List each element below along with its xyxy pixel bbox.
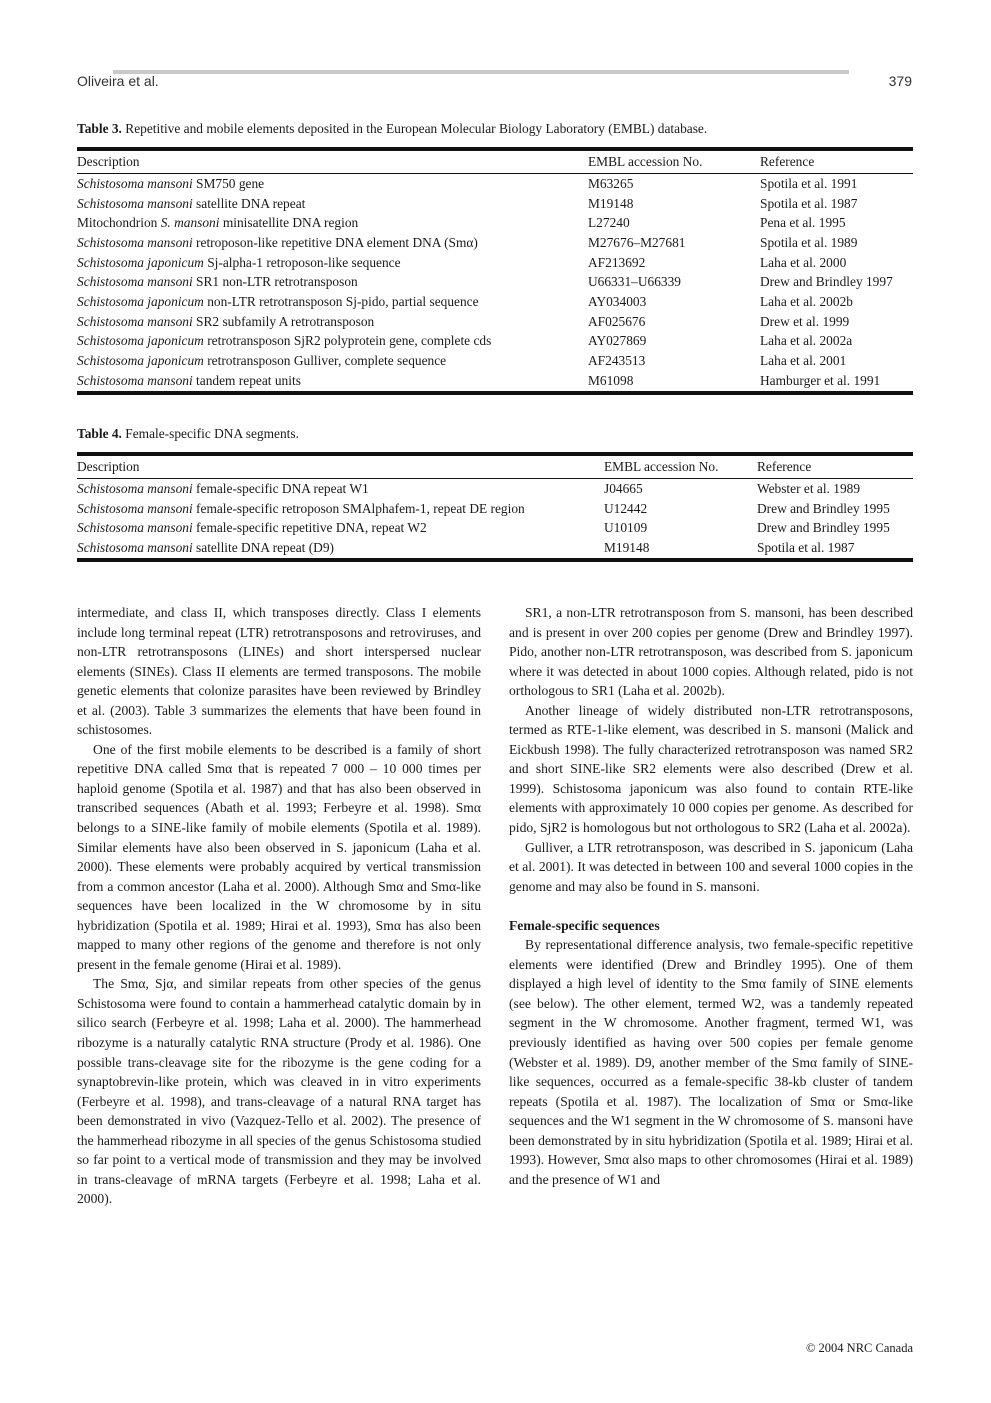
- description-text: SR1 non-LTR retrotransposon: [196, 274, 358, 290]
- table4-header-row: [77, 454, 913, 479]
- species-name: Schistosoma mansoni: [77, 234, 193, 250]
- cell-description: [77, 253, 588, 273]
- copyright-footer: © 2004 NRC Canada: [805, 1341, 913, 1355]
- cell-accession: AF243513: [588, 353, 646, 369]
- table3-label: Table 3.: [77, 121, 122, 136]
- cell-reference: Drew and Brindley 1995: [757, 520, 890, 536]
- section-spacer: [509, 896, 913, 916]
- species-name: Schistosoma japonicum: [77, 353, 204, 369]
- cell-accession: J04665: [604, 480, 643, 496]
- cell-reference: Laha et al. 2000: [760, 254, 847, 270]
- table-row: [77, 312, 913, 332]
- description-text: minisatellite DNA region: [222, 215, 359, 231]
- cell-reference: Hamburger et al. 1991: [760, 371, 913, 393]
- species-name: Schistosoma mansoni: [77, 500, 193, 516]
- cell-reference: Laha et al. 2002b: [760, 293, 853, 309]
- page-number: 379: [888, 73, 912, 89]
- cell-reference: Spotila et al. 1991: [760, 175, 858, 191]
- cell-accession: AY034003: [588, 293, 647, 309]
- cell-description: [77, 499, 604, 519]
- description-text: SR2 subfamily A retrotransposon: [196, 313, 375, 329]
- table-row: [77, 518, 913, 538]
- left-paragraph-1: intermediate, and class II, which transposes directly. Class I elements include long terminal repeat (LTR) retrotransposons and retroviruses, and non-LTR retrotransposons (LINEs) and short interspersed nuclear elements (SINEs). Class II elements are termed transposons. The mobile genetic elements that colonize parasites have been reviewed by Brindley et al. (2003). Table 3 summarizes the elements that have been found in schistosomes.: [77, 605, 481, 738]
- left-paragraph-2: One of the first mobile elements to be described is a family of short repetitive DNA called Smα that is repeated 7 000 – 10 000 times per haploid genome (Spotila et al. 1987) and that has also been observed in transcribed sequences (Abath et al. 1993; Ferbeyre et al. 1998). Smα belongs to a SINE-like family of mobile elements (Spotila et al. 1989). Similar elements have also been observed in S. japonicum (Laha et al. 2000). These elements were probably acquired by vertical transmission from a common ancestor (Laha et al. 2000). Although Smα and Smα-like sequences have been localized in the W chromosome by in situ hybridization (Spotila et al. 1989; Hirai et al. 1993), Smα has also been mapped to many other regions of the genome and therefore is not only present in the female genome (Hirai et al. 1989).: [77, 741, 481, 972]
- cell-reference: Spotila et al. 1989: [760, 234, 858, 250]
- cell-reference: Spotila et al. 1987: [757, 538, 913, 560]
- description-text: satellite DNA repeat (D9): [196, 540, 334, 556]
- top-rule: [113, 70, 849, 74]
- cell-description: [77, 371, 588, 393]
- cell-accession: AY027869: [588, 333, 647, 349]
- table-row: [77, 371, 913, 393]
- cell-reference: Drew and Brindley 1997: [760, 274, 893, 290]
- description-text: female-specific DNA repeat W1: [196, 480, 369, 496]
- table4-header-reference: Reference: [757, 454, 913, 479]
- table3-header-reference: Reference: [760, 149, 913, 174]
- description-text: Sj-alpha-1 retroposon-like sequence: [207, 254, 401, 270]
- species-name: Schistosoma japonicum: [77, 254, 204, 270]
- species-name: Schistosoma mansoni: [77, 540, 193, 556]
- cell-accession: M63265: [588, 175, 634, 191]
- table-row: [77, 233, 913, 253]
- description-text: retroposon-like repetitive DNA element DNA (Smα): [196, 234, 478, 250]
- cell-accession: AF213692: [588, 254, 646, 270]
- running-head-author: Oliveira et al.: [77, 73, 159, 89]
- table3: [77, 147, 913, 395]
- cell-description: [77, 538, 604, 560]
- cell-accession: M27676–M27681: [588, 234, 686, 250]
- species-name: Schistosoma mansoni: [77, 195, 193, 211]
- table3-caption-text: Repetitive and mobile elements deposited in the European Molecular Biology Laboratory (EMBL) database.: [125, 121, 708, 136]
- table-row: [77, 174, 913, 194]
- left-paragraph-3: The Smα, Sjα, and similar repeats from other species of the genus Schistosoma were found to contain a hammerhead catalytic domain by in silico search (Ferbeyre et al. 1998; Laha et al. 2000). The hammerhead ribozyme is a naturally catalytic RNA structure (Prody et al. 1986). One possible trans-cleavage site for the ribozyme is the gene coding for a synaptobrevin-like protein, which was cleaved in in vitro experiments (Ferbeyre et al. 1998), and trans-cleavage of a natural RNA target has been demonstrated in vivo (Vazquez-Tello et al. 2002). The presence of the hammerhead ribozyme in all species of the genus Schistosoma studied so far point to a vertical mode of transmission and they may be involved in trans-cleavage of mRNA targets (Ferbeyre et al. 1998; Laha et al. 2000).: [77, 976, 481, 1207]
- cell-reference: Laha et al. 2002a: [760, 333, 853, 349]
- cell-description: [77, 518, 604, 538]
- description-text: retrotransposon Gulliver, complete sequence: [207, 353, 447, 369]
- cell-accession: L27240: [588, 215, 630, 231]
- cell-description: [77, 194, 588, 214]
- table4-caption: [77, 426, 299, 442]
- description-text: female-specific retroposon SMAlphafem-1, repeat DE region: [196, 500, 525, 516]
- cell-description: [77, 332, 588, 352]
- cell-description: [77, 292, 588, 312]
- species-name: S. mansoni: [160, 215, 220, 231]
- cell-reference: Spotila et al. 1987: [760, 195, 858, 211]
- cell-description: [77, 233, 588, 253]
- cell-reference: Webster et al. 1989: [757, 480, 861, 496]
- table-row: [77, 292, 913, 312]
- right-paragraph-2: Another lineage of widely distributed non-LTR retrotransposons, termed as RTE-1-like element, was described in S. mansoni (Malick and Eickbush 1998). The fully characterized retrotransposon was named SR2 and short SINE-like SR2 elements were also described (Drew et al. 1999). Schistosoma japonicum was also found to contain RTE-like elements with approximately 10 000 copies per genome. As described for pido, SjR2 is homologous but not orthologous to SR2 (Laha et al. 2002a).: [509, 702, 913, 836]
- table3-header-description: Description: [77, 149, 588, 174]
- table-row: [77, 499, 913, 519]
- table3-caption: [77, 121, 707, 137]
- cell-description: [77, 213, 588, 233]
- cell-accession: M19148: [588, 195, 634, 211]
- table-row: [77, 332, 913, 352]
- cell-description: [77, 312, 588, 332]
- cell-accession: U10109: [604, 520, 648, 536]
- cell-accession: AF025676: [588, 313, 646, 329]
- description-text: non-LTR retrotransposon Sj-pido, partial sequence: [207, 293, 479, 309]
- section-heading-female-specific: Female-specific sequences: [509, 917, 660, 933]
- table4-header-description: Description: [77, 454, 604, 479]
- species-name: Schistosoma mansoni: [77, 313, 193, 329]
- cell-accession: M19148: [604, 538, 757, 560]
- table-row: [77, 351, 913, 371]
- cell-description: [77, 272, 588, 292]
- body-left-column: [77, 603, 481, 1209]
- description-text: female-specific repetitive DNA, repeat W2: [196, 520, 427, 536]
- right-paragraph-3: Gulliver, a LTR retrotransposon, was described in S. japonicum (Laha et al. 2001). It was detected in between 100 and several 1000 copies in the genome and may also be found in S. mansoni.: [509, 839, 913, 894]
- cell-reference: Laha et al. 2001: [760, 353, 847, 369]
- table4-caption-text: Female-specific DNA segments.: [125, 426, 299, 441]
- cell-accession: U66331–U66339: [588, 274, 681, 290]
- table-row: [77, 213, 913, 233]
- table4: [77, 452, 913, 562]
- cell-accession: M61098: [588, 371, 760, 393]
- table3-header-accession: EMBL accession No.: [588, 149, 760, 174]
- table-row: [77, 538, 913, 560]
- cell-reference: Drew et al. 1999: [760, 313, 850, 329]
- table-row: [77, 253, 913, 273]
- cell-description: [77, 351, 588, 371]
- table-row: [77, 194, 913, 214]
- table4-label: Table 4.: [77, 426, 122, 441]
- right-paragraph-1: SR1, a non-LTR retrotransposon from S. mansoni, has been described and is present in over 200 copies per genome (Drew and Brindley 1997). Pido, another non-LTR retrotransposon, was described from S. japonicum where it was detected in about 1000 copies. Although related, pido is not orthologous to SR1 (Laha et al. 2002b).: [509, 605, 913, 699]
- description-text: SM750 gene: [196, 175, 265, 191]
- species-name: Schistosoma japonicum: [77, 333, 204, 349]
- body-right-column: [509, 603, 913, 1189]
- cell-accession: U12442: [604, 500, 648, 516]
- species-name: Schistosoma mansoni: [77, 175, 193, 191]
- right-paragraph-4: By representational difference analysis, two female-specific repetitive elements were identified (Drew and Brindley 1995). One of them displayed a high level of identity to the Smα family of SINE elements (see below). The other element, termed W2, was a tandemly repeated segment in the W chromosome. Another fragment, termed W1, was previously identified as having over 500 copies per female genome (Webster et al. 1989). D9, another member of the Smα family of SINE-like sequences, occurred as a female-specific 38-kb cluster of tandem repeats (Spotila et al. 1987). The localization of Smα or Smα-like sequences and the W1 segment in the W chromosome of S. mansoni have been demonstrated by in situ hybridization (Spotila et al. 1989; Hirai et al. 1993). However, Smα also maps to other chromosomes (Hirai et al. 1989) and the presence of W1 and: [509, 937, 913, 1187]
- cell-reference: Pena et al. 1995: [760, 215, 846, 231]
- description-text: satellite DNA repeat: [196, 195, 306, 211]
- table-row: [77, 272, 913, 292]
- description-text: tandem repeat units: [196, 372, 301, 388]
- species-name: Schistosoma mansoni: [77, 520, 193, 536]
- species-name: Schistosoma mansoni: [77, 372, 193, 388]
- table-row: [77, 479, 913, 499]
- species-name: Schistosoma mansoni: [77, 274, 193, 290]
- description-text: retrotransposon SjR2 polyprotein gene, complete cds: [207, 333, 492, 349]
- cell-reference: Drew and Brindley 1995: [757, 500, 890, 516]
- description-prefix: Mitochondrion: [77, 215, 158, 231]
- cell-description: [77, 479, 604, 499]
- table4-header-accession: EMBL accession No.: [604, 454, 757, 479]
- species-name: Schistosoma japonicum: [77, 293, 204, 309]
- cell-description: [77, 174, 588, 194]
- species-name: Schistosoma mansoni: [77, 480, 193, 496]
- table3-header-row: [77, 149, 913, 174]
